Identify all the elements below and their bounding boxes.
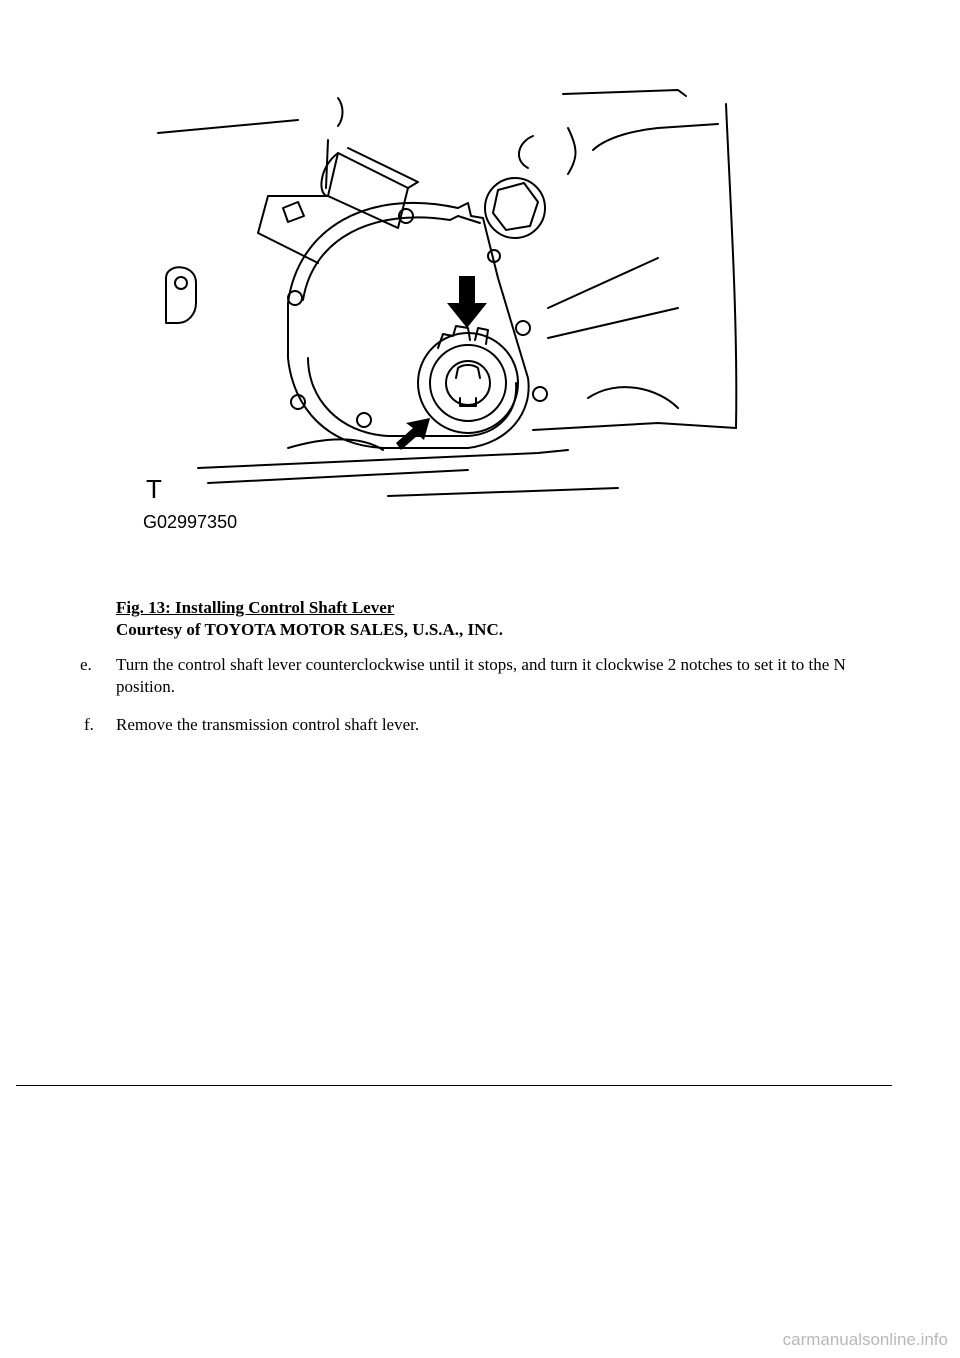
step-marker: f.	[84, 715, 94, 734]
step-text: Turn the control shaft lever counterclockwise until it stops, and turn it clockwise 2 notches to set it to the N position.	[116, 655, 846, 696]
figure-caption-title: Fig. 13: Installing Control Shaft Lever	[116, 598, 395, 617]
control-shaft-lever-illustration	[138, 78, 758, 548]
figure-caption-courtesy: Courtesy of TOYOTA MOTOR SALES, U.S.A., INC.	[116, 620, 503, 639]
arrow-diagonal-icon	[396, 418, 430, 450]
arrow-down-icon	[447, 276, 487, 328]
procedure-step-e	[80, 654, 880, 698]
step-text: Remove the transmission control shaft lever.	[116, 715, 420, 734]
procedure-step-f	[80, 714, 880, 736]
watermark: carmanualsonline.info	[782, 1330, 948, 1349]
step-marker: e.	[80, 655, 92, 674]
footer-divider	[16, 1085, 892, 1086]
figure-image-code: G02997350	[143, 512, 238, 532]
figure-corner-label: T	[146, 474, 162, 504]
